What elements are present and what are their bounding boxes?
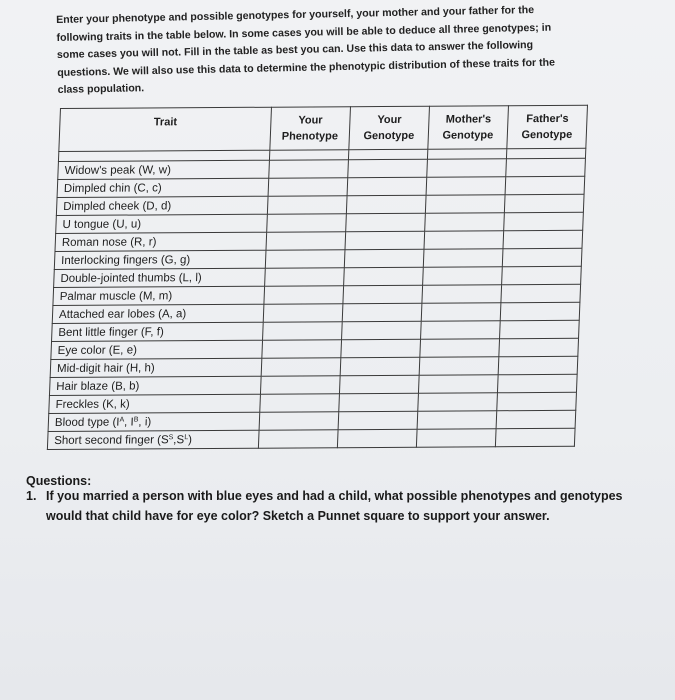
your-phenotype-cell[interactable] (265, 268, 345, 286)
table-header-row (59, 105, 588, 151)
question-text: If you married a person with blue eyes and had a child, what possible phenotypes and genotypes would that child have for eye color? Sketch a Punnet square to support your answer. (46, 489, 623, 523)
question-number: 1. (26, 489, 37, 503)
mothers-genotype-cell[interactable] (421, 303, 501, 321)
mothers-genotype-cell[interactable] (422, 285, 502, 303)
your-genotype-cell[interactable] (342, 321, 422, 339)
your-genotype-cell[interactable] (343, 285, 423, 303)
your-phenotype-cell[interactable] (263, 304, 343, 322)
your-phenotype-cell[interactable] (267, 196, 347, 214)
allele-sup-b: B (133, 415, 139, 423)
blood-type-text: Blood type (I (54, 416, 120, 429)
your-phenotype-cell[interactable] (266, 232, 346, 250)
your-genotype-cell[interactable] (345, 231, 425, 249)
header-your-genotype: Your Genotype (349, 106, 430, 149)
your-genotype-cell[interactable] (338, 411, 418, 429)
your-phenotype-cell[interactable] (260, 376, 340, 394)
header-fathers-genotype: Father's Genotype (507, 105, 588, 148)
allele-sup-s: S (168, 433, 174, 441)
trait-name: Bent little finger (F, f) (52, 322, 264, 341)
short-finger-suffix: ) (187, 433, 193, 446)
your-phenotype-cell[interactable] (269, 160, 349, 178)
table-body (47, 148, 585, 449)
mothers-genotype-cell[interactable] (419, 357, 499, 375)
your-genotype-cell[interactable] (347, 177, 427, 195)
fathers-genotype-cell[interactable] (500, 320, 580, 338)
your-phenotype-cell[interactable] (264, 286, 344, 304)
trait-name: Interlocking fingers (G, g) (54, 250, 266, 269)
fathers-genotype-cell[interactable] (499, 338, 579, 356)
table-row (47, 428, 575, 449)
instructions-paragraph: Enter your phenotype and possible genotypes for yourself, your mother and your father for the following traits in the table below. In some cases you will be able to deduce all three genotypes; in some cases you will not. Fill in the table as best you can. Use this data to answer the following questions. We will also use this data to determine the phenotypic distribution of these traits for the class population. (56, 3, 556, 97)
mothers-genotype-cell[interactable] (421, 321, 501, 339)
allele-sup-a: A (119, 416, 125, 424)
your-phenotype-cell[interactable] (262, 340, 342, 358)
trait-name: Dimpled cheek (D, d) (56, 196, 268, 215)
your-genotype-cell[interactable] (348, 159, 428, 177)
trait-name-blood-type (48, 412, 260, 431)
fathers-genotype-cell[interactable] (500, 302, 580, 320)
your-phenotype-cell[interactable] (267, 214, 347, 232)
your-genotype-cell[interactable] (339, 393, 419, 411)
trait-name: Roman nose (R, r) (55, 232, 267, 251)
your-genotype-cell[interactable] (346, 195, 426, 213)
fathers-genotype-cell[interactable] (497, 374, 577, 392)
your-phenotype-cell[interactable] (265, 250, 345, 268)
your-genotype-cell[interactable] (344, 249, 424, 267)
fathers-genotype-cell[interactable] (505, 176, 585, 194)
your-genotype-cell[interactable] (344, 267, 424, 285)
trait-name: Mid-digit hair (H, h) (50, 358, 262, 377)
table-cell (506, 148, 585, 158)
your-genotype-cell[interactable] (339, 375, 419, 393)
your-phenotype-cell[interactable] (261, 358, 341, 376)
trait-name-short-finger (47, 430, 259, 449)
mothers-genotype-cell[interactable] (418, 393, 498, 411)
trait-name: Palmar muscle (M, m) (53, 286, 265, 305)
question-1 (26, 486, 626, 526)
blood-type-sep: , I (123, 415, 134, 429)
mothers-genotype-cell[interactable] (418, 375, 498, 393)
short-finger-sep: ,S (173, 433, 185, 446)
trait-name: Widow's peak (W, w) (58, 160, 270, 179)
mothers-genotype-cell[interactable] (425, 213, 505, 231)
fathers-genotype-cell[interactable] (497, 392, 577, 410)
header-mothers-genotype: Mother's Genotype (428, 106, 509, 149)
fathers-genotype-cell[interactable] (501, 284, 581, 302)
your-phenotype-cell[interactable] (259, 412, 339, 430)
table-cell (269, 150, 348, 160)
your-genotype-cell[interactable] (340, 357, 420, 375)
your-genotype-cell[interactable] (342, 303, 422, 321)
your-phenotype-cell[interactable] (258, 430, 338, 448)
fathers-genotype-cell[interactable] (495, 428, 575, 446)
your-phenotype-cell[interactable] (268, 178, 348, 196)
mothers-genotype-cell[interactable] (427, 159, 507, 177)
table-cell (427, 149, 506, 159)
fathers-genotype-cell[interactable] (496, 410, 576, 428)
header-your-phenotype: Your Phenotype (270, 107, 351, 150)
your-phenotype-cell[interactable] (263, 322, 343, 340)
traits-table-wrapper (47, 105, 588, 450)
mothers-genotype-cell[interactable] (417, 411, 497, 429)
questions-heading: Questions: (26, 474, 92, 488)
fathers-genotype-cell[interactable] (502, 266, 582, 284)
header-trait: Trait (59, 107, 272, 151)
fathers-genotype-cell[interactable] (498, 356, 578, 374)
trait-name: Freckles (K, k) (49, 394, 261, 413)
fathers-genotype-cell[interactable] (506, 158, 586, 176)
trait-name: Eye color (E, e) (51, 340, 263, 359)
table-cell (348, 149, 427, 159)
trait-name: Hair blaze (B, b) (49, 376, 261, 395)
blood-type-suffix: , i) (138, 415, 152, 428)
fathers-genotype-cell[interactable] (503, 230, 583, 248)
your-genotype-cell[interactable] (346, 213, 426, 231)
mothers-genotype-cell[interactable] (420, 339, 500, 357)
your-genotype-cell[interactable] (341, 339, 421, 357)
your-phenotype-cell[interactable] (260, 394, 340, 412)
mothers-genotype-cell[interactable] (423, 249, 503, 267)
fathers-genotype-cell[interactable] (504, 212, 584, 230)
trait-name: Attached ear lobes (A, a) (52, 304, 264, 323)
mothers-genotype-cell[interactable] (423, 267, 503, 285)
trait-name: U tongue (U, u) (56, 214, 268, 233)
traits-table (47, 105, 588, 450)
allele-sup-l: L (184, 433, 189, 441)
mothers-genotype-cell[interactable] (416, 429, 496, 447)
fathers-genotype-cell[interactable] (502, 248, 582, 266)
your-genotype-cell[interactable] (337, 429, 417, 447)
trait-name: Dimpled chin (C, c) (57, 178, 269, 197)
short-finger-text: Short second finger (S (53, 433, 169, 447)
trait-name: Double-jointed thumbs (L, l) (54, 268, 266, 287)
mothers-genotype-cell[interactable] (426, 177, 506, 195)
mothers-genotype-cell[interactable] (424, 231, 504, 249)
mothers-genotype-cell[interactable] (425, 195, 505, 213)
fathers-genotype-cell[interactable] (504, 194, 584, 212)
